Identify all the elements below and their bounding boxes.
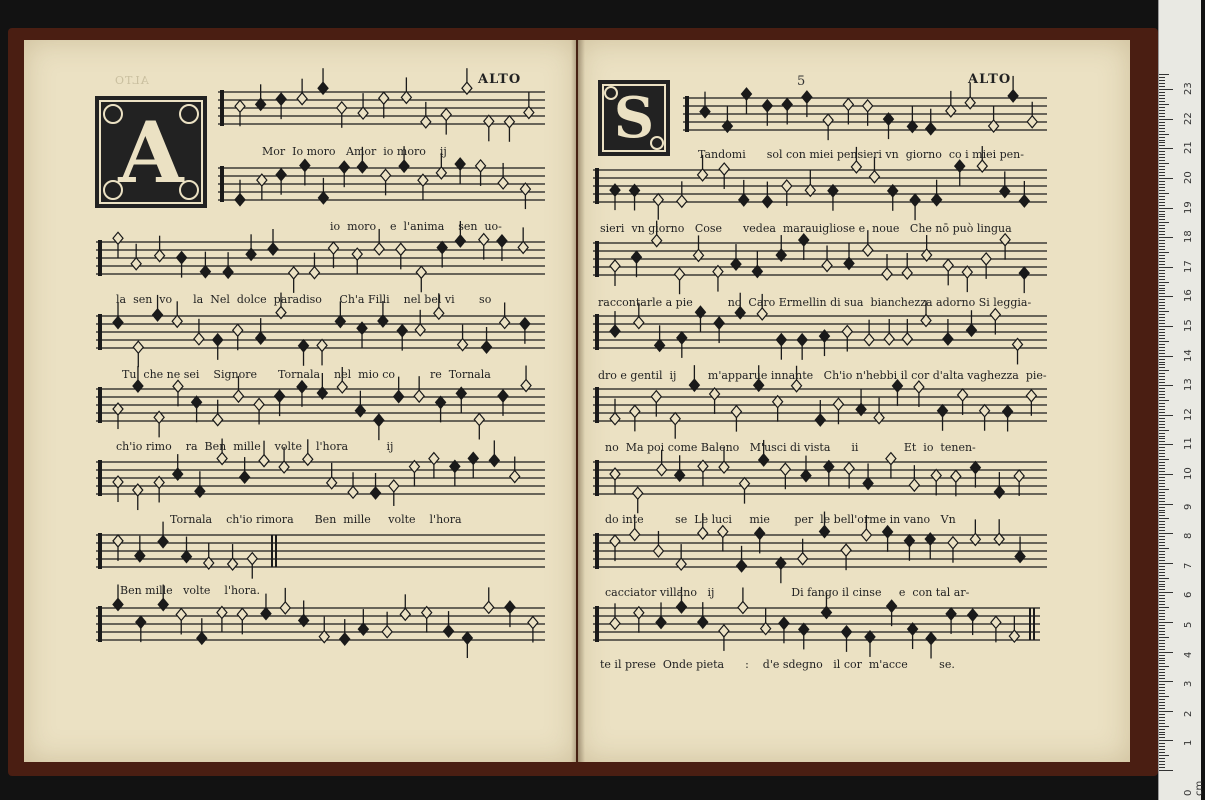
ruler-tick <box>1159 465 1165 466</box>
ruler-number: 14 <box>1183 348 1194 362</box>
ruler-tick <box>1159 421 1165 422</box>
ruler-tick <box>1159 187 1165 188</box>
ruler-tick <box>1159 391 1165 392</box>
ruler-tick <box>1159 335 1165 336</box>
ruler-tick <box>1159 433 1165 434</box>
ruler-tick <box>1159 755 1169 756</box>
ruler-tick <box>1159 276 1165 277</box>
ruler-tick <box>1159 530 1165 531</box>
ruler-tick <box>1159 586 1165 587</box>
ruler-tick <box>1159 193 1169 194</box>
ruler-tick <box>1159 533 1173 534</box>
ruler-tick <box>1159 255 1165 256</box>
staff <box>218 68 545 142</box>
ruler-tick <box>1159 539 1165 540</box>
ruler-tick <box>1159 693 1165 694</box>
ruler-tick <box>1159 622 1173 623</box>
ruler-tick <box>1159 332 1165 333</box>
left-lyric-line-1: Mor Io moro Amor io moro ij <box>262 145 447 158</box>
ruler-tick <box>1159 151 1165 152</box>
ruler-tick <box>1159 548 1169 549</box>
ruler-tick <box>1159 293 1165 294</box>
ruler-tick <box>1159 489 1169 490</box>
ruler-number: 20 <box>1183 171 1194 184</box>
ruler-tick <box>1159 240 1165 241</box>
ruler-tick <box>1159 190 1165 191</box>
ruler-tick <box>1159 119 1173 120</box>
ruler-tick <box>1159 492 1165 493</box>
ruler-tick <box>1159 231 1165 232</box>
ruler-tick <box>1159 314 1165 315</box>
ruler-number: 7 <box>1183 562 1194 569</box>
ruler-tick <box>1159 376 1165 377</box>
ruler-tick <box>1159 110 1165 111</box>
ruler-tick <box>1159 261 1165 262</box>
ruler-tick <box>1159 305 1165 306</box>
ruler-tick <box>1159 675 1165 676</box>
ruler-tick <box>1159 696 1169 697</box>
ruler-tick <box>1159 737 1165 738</box>
ruler-tick <box>1159 441 1165 442</box>
ruler-tick <box>1159 249 1165 250</box>
initial-letter-s: S <box>613 85 655 151</box>
ruler-number: 2 <box>1183 710 1194 717</box>
ruler-tick <box>1159 740 1173 741</box>
ruler-tick <box>1159 761 1165 762</box>
ruler-tick <box>1159 616 1165 617</box>
ruler-tick <box>1159 267 1173 268</box>
ruler-tick <box>1159 717 1165 718</box>
ruler-tick <box>1159 214 1165 215</box>
ruler-tick <box>1159 134 1169 135</box>
ruler-tick <box>1159 288 1165 289</box>
ruler-tick <box>1159 362 1165 363</box>
ruler-tick <box>1159 122 1165 123</box>
right-page-number: 5 <box>797 74 806 89</box>
ruler-tick <box>1159 216 1165 217</box>
ruler-tick <box>1159 166 1165 167</box>
ruler-tick <box>1159 450 1165 451</box>
ruler-tick <box>1159 678 1165 679</box>
ruler-tick <box>1159 634 1165 635</box>
ruler-tick <box>1159 551 1165 552</box>
ruler-tick <box>1159 592 1173 593</box>
left-lyric-line-5: ch'io rimo ra Ben mille volte l'hora ij <box>116 440 394 453</box>
ruler-tick <box>1159 184 1165 185</box>
ruler-tick <box>1159 311 1169 312</box>
ruler-tick <box>1159 290 1165 291</box>
ruler-tick <box>1159 584 1165 585</box>
ruler-tick <box>1159 317 1165 318</box>
ruler-tick <box>1159 646 1165 647</box>
ruler-tick <box>1159 681 1173 682</box>
ruler-tick <box>1159 347 1165 348</box>
ruler-tick <box>1159 575 1165 576</box>
ruler-tick <box>1159 116 1165 117</box>
ruler-tick <box>1159 672 1165 673</box>
ruler-tick <box>1159 373 1165 374</box>
ruler-tick <box>1159 427 1165 428</box>
ruler-tick <box>1159 512 1165 513</box>
ruler-number: 17 <box>1183 260 1194 273</box>
ruler-tick <box>1159 643 1165 644</box>
ruler-tick <box>1159 178 1173 179</box>
ruler-tick <box>1159 169 1165 170</box>
ruler-tick <box>1159 471 1165 472</box>
ruler-tick <box>1159 456 1165 457</box>
ruler-tick <box>1159 462 1165 463</box>
ruler-tick <box>1159 77 1165 78</box>
ruler-tick <box>1159 495 1165 496</box>
ruler-number: 21 <box>1183 141 1194 155</box>
ruler-tick <box>1159 637 1169 638</box>
ruler-tick <box>1159 598 1165 599</box>
ruler-tick <box>1159 572 1165 573</box>
ruler-tick <box>1159 89 1173 90</box>
ruler-number: 8 <box>1183 532 1194 540</box>
ruler-tick <box>1159 196 1165 197</box>
ruler-tick <box>1159 444 1173 445</box>
ruler-tick <box>1159 246 1165 247</box>
ruler-tick <box>1159 699 1165 700</box>
ruler-tick <box>1159 758 1165 759</box>
ruler-tick <box>1159 394 1165 395</box>
ruler-tick <box>1159 308 1165 309</box>
ruler-number: 23 <box>1183 82 1194 96</box>
ruler-tick <box>1159 225 1165 226</box>
ruler-tick <box>1159 140 1165 141</box>
right-lyric-line-8: te il prese Onde pieta : d'e sdegno il cor m'acce se. <box>600 658 955 671</box>
ruler-tick <box>1159 504 1173 505</box>
left-lyric-line-4: Tu che ne sei Signore Tornala nel mio co re Tornala <box>122 368 491 381</box>
ruler-tick <box>1159 628 1165 629</box>
ruler-tick <box>1159 350 1165 351</box>
ruler-tick <box>1159 326 1173 327</box>
ruler-tick <box>1159 468 1165 469</box>
ruler-tick <box>1159 80 1165 81</box>
right-lyric-line-1: Tandomi sol con miei pensieri vn giorno co i miei pen- <box>698 148 1024 161</box>
ruler-tick <box>1159 764 1165 765</box>
ruler-tick <box>1159 684 1165 685</box>
ruler-tick <box>1159 743 1165 744</box>
ruler-tick <box>1159 601 1165 602</box>
ruler-tick <box>1159 412 1165 413</box>
ruler-tick <box>1159 640 1165 641</box>
ruler-tick <box>1159 436 1165 437</box>
ruler-tick <box>1159 447 1165 448</box>
ruler-tick <box>1159 382 1165 383</box>
ruler-tick <box>1159 273 1165 274</box>
ruler-tick <box>1159 285 1165 286</box>
ruler-tick <box>1159 655 1165 656</box>
ruler-tick <box>1159 660 1165 661</box>
ruler-tick <box>1159 320 1165 321</box>
ruler-tick <box>1159 128 1165 129</box>
ruler-tick <box>1159 515 1165 516</box>
right-lyric-line-2: sieri vn giorno Cose vedea marauigliose e noue Che nō può lingua <box>600 222 1012 235</box>
ruler-tick <box>1159 400 1169 401</box>
ruler-number: 1 <box>1183 740 1194 747</box>
ruler-tick <box>1159 338 1165 339</box>
ruler-tick <box>1159 767 1165 768</box>
right-lyric-line-6: do inte se Le luci mie per le bell'orme in vano Vn <box>605 513 956 526</box>
ruler-number: 22 <box>1183 112 1194 125</box>
ruler-tick <box>1159 154 1165 155</box>
ruler-tick <box>1159 566 1165 567</box>
ruler-tick <box>1159 359 1165 360</box>
ruler-tick <box>1159 367 1165 368</box>
ruler-tick <box>1159 302 1165 303</box>
ruler-tick <box>1159 554 1165 555</box>
ruler-tick <box>1159 708 1165 709</box>
ruler-tick <box>1159 581 1165 582</box>
ruler-tick <box>1159 557 1165 558</box>
left-page-header: ALTO <box>478 72 522 87</box>
ruler-tick <box>1159 613 1165 614</box>
ruler-tick <box>1159 107 1165 108</box>
ruler-tick <box>1159 480 1165 481</box>
ruler-tick <box>1159 652 1173 653</box>
ruler-tick <box>1159 649 1165 650</box>
ruler-tick <box>1159 705 1165 706</box>
ruler-number: 16 <box>1183 289 1194 303</box>
ruler-tick <box>1159 344 1165 345</box>
ruler-tick <box>1159 83 1165 84</box>
ruler-tick <box>1159 163 1169 164</box>
ruler-tick <box>1159 459 1169 460</box>
left-lyric-line-6: Tornala ch'io rimora Ben mille volte l'hora <box>170 513 462 526</box>
ruler-tick <box>1159 353 1165 354</box>
measuring-ruler <box>1158 0 1205 800</box>
ruler-tick <box>1159 299 1165 300</box>
ruler-tick <box>1159 770 1173 771</box>
ruler-tick <box>1159 438 1165 439</box>
ruler-tick <box>1159 625 1165 626</box>
staff <box>96 522 545 579</box>
ruler-tick <box>1159 356 1173 357</box>
left-lyric-line-3: la sen vo la Nel dolce paradiso Ch'a Filli nel bel vi so <box>116 293 492 306</box>
ruler-tick <box>1159 92 1165 93</box>
ruler-number: 5 <box>1183 621 1194 628</box>
ruler-tick <box>1159 279 1165 280</box>
ruler-tick <box>1159 406 1165 407</box>
ruler-tick <box>1159 486 1165 487</box>
ruler-tick <box>1159 687 1165 688</box>
ruler-tick <box>1159 364 1165 365</box>
ruler-tick <box>1159 589 1165 590</box>
ruler-tick <box>1159 723 1165 724</box>
ruler-tick <box>1159 258 1165 259</box>
ruler-tick <box>1159 714 1165 715</box>
ruler-tick <box>1159 252 1169 253</box>
ruler-tick <box>1159 702 1165 703</box>
ruler-tick <box>1159 560 1165 561</box>
ruler-tick <box>1159 160 1165 161</box>
ruler-unit-label: 0 cm <box>1183 780 1205 796</box>
right-lyric-line-5: no Ma poi come Baleno M'usci di vista ii Et io tenen- <box>605 441 976 454</box>
ruler-tick <box>1159 98 1165 99</box>
left-running-title-faded: ALTO <box>114 74 149 87</box>
ruler-tick <box>1159 199 1165 200</box>
ruler-tick <box>1159 222 1169 223</box>
ruler-tick <box>1159 148 1173 149</box>
ruler-tick <box>1159 370 1169 371</box>
ruler-tick <box>1159 595 1165 596</box>
ruler-tick <box>1159 95 1165 96</box>
ruler-tick <box>1159 228 1165 229</box>
ruler-tick <box>1159 690 1165 691</box>
ruler-number: 15 <box>1183 319 1194 332</box>
ruler-tick <box>1159 145 1165 146</box>
ruler-tick <box>1159 607 1169 608</box>
ruler-tick <box>1159 172 1165 173</box>
right-lyric-line-7: cacciator villano ij Di fango il cinse e con tal ar- <box>605 586 970 599</box>
ruler-number: 6 <box>1183 592 1194 599</box>
left-lyric-line-7: Ben mille volte l'hora. <box>120 584 260 597</box>
ruler-tick <box>1159 610 1165 611</box>
ruler-tick <box>1159 669 1165 670</box>
ruler-tick <box>1159 181 1165 182</box>
ruler-tick <box>1159 125 1165 126</box>
ruler-number: 10 <box>1183 467 1194 480</box>
ruler-tick <box>1159 746 1165 747</box>
ruler-tick <box>1159 536 1165 537</box>
ruler-tick <box>1159 234 1165 235</box>
ruler-number: 19 <box>1183 200 1194 214</box>
ruler-tick <box>1159 219 1165 220</box>
ruler-tick <box>1159 142 1165 143</box>
ruler-tick <box>1159 388 1165 389</box>
left-lyric-line-2: io moro e l'anima sen uo- <box>330 220 502 233</box>
ruler-tick <box>1159 518 1169 519</box>
ruler-tick <box>1159 424 1165 425</box>
ruler-tick <box>1159 243 1165 244</box>
ruler-tick <box>1159 211 1165 212</box>
staff <box>683 76 1047 140</box>
ruler-tick <box>1159 604 1165 605</box>
ruler-tick <box>1159 323 1165 324</box>
ruler-tick <box>1159 510 1165 511</box>
ruler-tick <box>1159 666 1169 667</box>
ruler-number: 12 <box>1183 408 1194 421</box>
ruler-tick <box>1159 524 1165 525</box>
ruler-tick <box>1159 619 1165 620</box>
ruler-tick <box>1159 208 1173 209</box>
ruler-tick <box>1159 734 1165 735</box>
right-lyric-line-4: dro e gentil ij m'apparue innante Ch'io n'hebbi il cor d'alta vaghezza pie- <box>598 369 1047 382</box>
ruler-tick <box>1159 474 1173 475</box>
ruler-tick <box>1159 663 1165 664</box>
ruler-tick <box>1159 282 1169 283</box>
ruler-tick <box>1159 453 1165 454</box>
ruler-tick <box>1159 296 1173 297</box>
ruler-tick <box>1159 418 1165 419</box>
right-lyric-line-3: raccontarle a pie no Caro Ermellin di sua bianchezza adorno Si leggia- <box>598 296 1032 309</box>
ruler-number: 9 <box>1183 503 1194 510</box>
ruler-tick <box>1159 711 1173 712</box>
ruler-number: 11 <box>1183 437 1194 451</box>
ruler-tick <box>1159 415 1173 416</box>
initial-letter-a: A <box>118 102 184 202</box>
ruler-tick <box>1159 104 1169 105</box>
ruler-tick <box>1159 205 1165 206</box>
ruler-tick <box>1159 403 1165 404</box>
ruler-tick <box>1159 264 1165 265</box>
ruler-tick <box>1159 729 1165 730</box>
ruler-tick <box>1159 720 1165 721</box>
right-page-header: ALTO <box>968 72 1012 87</box>
ruler-tick <box>1159 74 1169 75</box>
ruler-tick <box>1159 527 1165 528</box>
ruler-number: 13 <box>1183 378 1194 392</box>
ruler-tick <box>1159 430 1169 431</box>
ruler-tick <box>1159 341 1169 342</box>
ruler-tick <box>1159 329 1165 330</box>
ruler-tick <box>1159 137 1165 138</box>
ruler-tick <box>1159 385 1173 386</box>
ruler-tick <box>1159 563 1173 564</box>
ruler-tick <box>1159 545 1165 546</box>
ruler-tick <box>1159 631 1165 632</box>
ruler-tick <box>1159 578 1169 579</box>
ruler-tick <box>1159 175 1165 176</box>
ruler-tick <box>1159 86 1165 87</box>
ruler-tick <box>1159 409 1165 410</box>
ruler-number: 18 <box>1183 230 1194 244</box>
ruler-tick <box>1159 542 1165 543</box>
ruler-tick <box>1159 732 1165 733</box>
ruler-tick <box>1159 752 1165 753</box>
ruler-tick <box>1159 157 1165 158</box>
ruler-tick <box>1159 397 1165 398</box>
ruler-tick <box>1159 658 1165 659</box>
ruler-tick <box>1159 501 1165 502</box>
ruler-tick <box>1159 101 1165 102</box>
ruler-tick <box>1159 113 1165 114</box>
ruler-tick <box>1159 270 1165 271</box>
ruler-tick <box>1159 749 1165 750</box>
ruler-tick <box>1159 569 1165 570</box>
ruler-number: 4 <box>1183 651 1194 658</box>
ruler-tick <box>1159 483 1165 484</box>
ruler-tick <box>1159 521 1165 522</box>
ruler-tick <box>1159 507 1165 508</box>
ruler-tick <box>1159 726 1169 727</box>
ruler-number: 3 <box>1183 680 1194 688</box>
ruler-tick <box>1159 237 1173 238</box>
ruler-tick <box>1159 131 1165 132</box>
ruler-tick <box>1159 498 1165 499</box>
ruler-tick <box>1159 202 1165 203</box>
ruler-tick <box>1159 379 1165 380</box>
ruler-tick <box>1159 477 1165 478</box>
